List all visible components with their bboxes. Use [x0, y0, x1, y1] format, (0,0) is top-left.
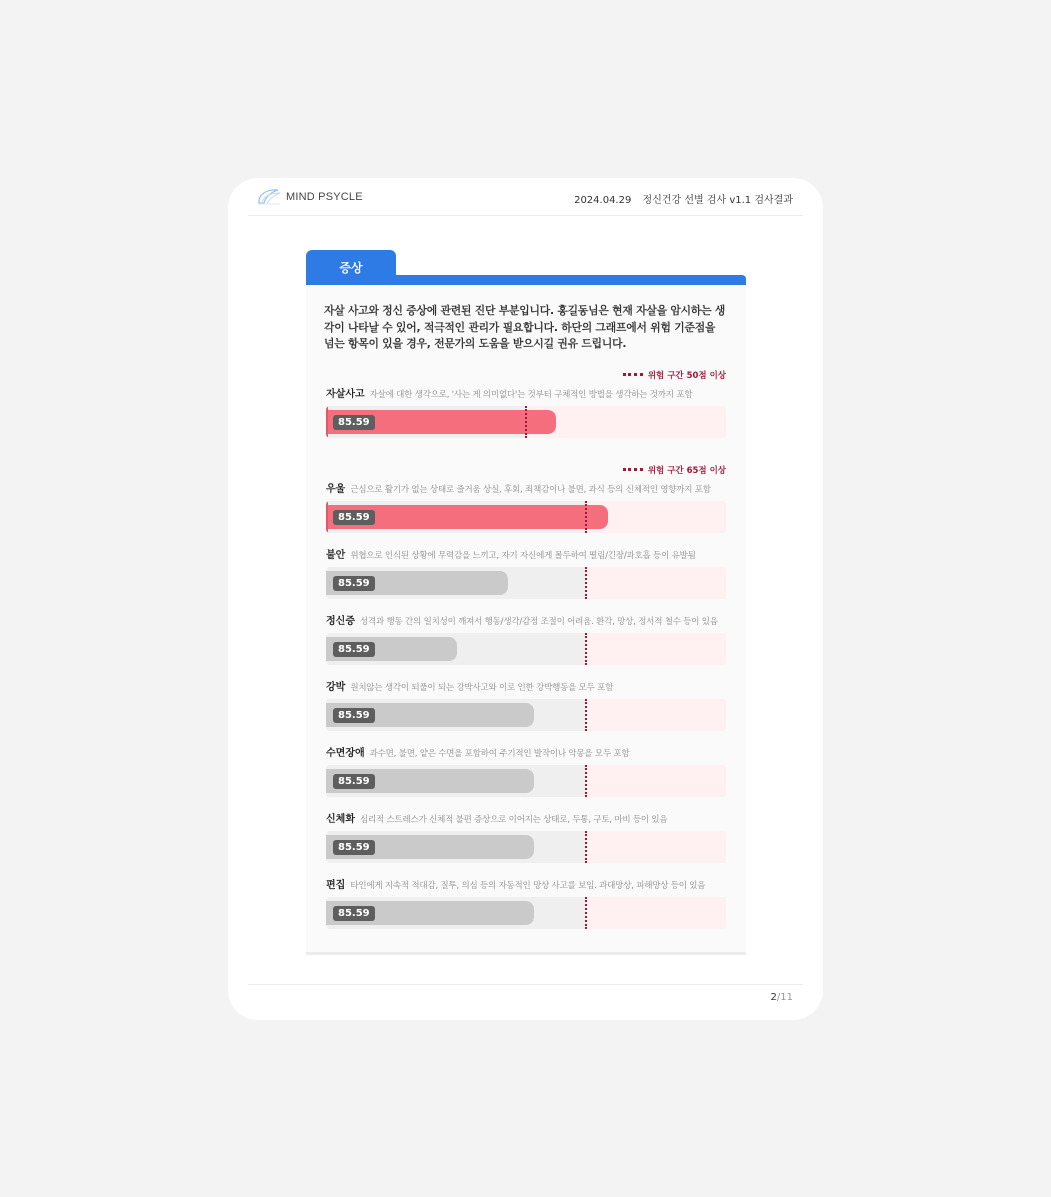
danger-zone: [526, 406, 726, 438]
page-header: [248, 178, 803, 216]
symptom-row: [326, 483, 726, 523]
symptom-description: 원치않는 생각이 되풀이 되는 강박사고와 이로 인한 강박행동을 모두 포함: [350, 683, 614, 693]
cutoff-line: [585, 831, 587, 863]
report-page: [228, 178, 823, 1020]
symptom-description: 과수면, 불면, 얕은 수면을 포함하여 주기적인 발작이나 악몽을 모두 포함: [369, 749, 630, 759]
score-track: [326, 406, 726, 438]
symptom-row: [326, 388, 726, 428]
symptom-title: [326, 747, 726, 761]
score-track: [326, 831, 726, 863]
score-track: [326, 765, 726, 797]
cutoff-line: [585, 699, 587, 731]
score-label: 85.59: [333, 774, 375, 789]
symptom-description: 자살에 대한 생각으로, '사는 게 의미없다'는 것부터 구체적인 방법을 생각하는 것까지 포함: [369, 390, 693, 400]
score-label: 85.59: [333, 510, 375, 525]
score-label: 85.59: [333, 840, 375, 855]
section-intro: 자살 사고와 정신 증상에 관련된 진단 부분입니다. 홍길동님은 현재 자살을 암시하는 생각이 나타날 수 있어, 적극적인 관리가 필요합니다. 하단의 그래프에서 위험 기준점을 넘는 항목이 있을 경우, 전문가의 도움을 받으시길 권유 드립니다.: [324, 304, 726, 350]
tab-underline: [306, 275, 746, 285]
symptom-description: 위협으로 인식된 상황에 무력감을 느끼고, 자기 자신에게 몰두하여 떨림/긴장/과호흡 등이 유발됨: [350, 551, 696, 561]
symptom-row: [326, 681, 726, 721]
header-meta: [574, 191, 793, 206]
dotted-line-icon: [623, 373, 643, 376]
symptoms-panel: [306, 285, 746, 955]
score-label: 85.59: [333, 906, 375, 921]
symptom-name: 정신증: [326, 616, 355, 627]
symptom-name: 우울: [326, 484, 346, 495]
cutoff-line: [585, 501, 587, 533]
symptom-title: [326, 879, 726, 893]
score-label: 85.59: [333, 642, 375, 657]
symptom-description: 심리적 스트레스가 신체적 불편 증상으로 이어지는 상태로, 두통, 구토, 마비 등이 있음: [359, 815, 668, 825]
symptom-row: [326, 879, 726, 919]
score-label: 85.59: [333, 576, 375, 591]
legend-risk-65: 위험 구간 65점 이상: [623, 464, 726, 476]
score-track: [326, 567, 726, 599]
danger-zone: [586, 765, 726, 797]
cutoff-line: [525, 406, 527, 438]
symptom-name: 수면장애: [326, 748, 365, 759]
symptom-description: 성격과 행동 간의 일치성이 깨져서 행동/생각/감정 조절이 어려움. 환각, 망상, 정서적 철수 등이 있음: [359, 617, 718, 627]
danger-zone: [586, 699, 726, 731]
cutoff-line: [585, 633, 587, 665]
danger-zone: [586, 633, 726, 665]
symptom-title: [326, 483, 726, 497]
score-track: [326, 897, 726, 929]
symptom-row: [326, 747, 726, 787]
symptom-title: [326, 388, 726, 402]
symptom-description: 타인에게 지속적 적대감, 질투, 의심 등의 자동적인 망상 사고를 보임. 과대망상, 피해망상 등이 있음: [350, 881, 706, 891]
symptom-name: 편집: [326, 880, 346, 891]
symptom-title: [326, 549, 726, 563]
symptom-description: 근심으로 활기가 없는 상태로 즐거움 상실, 후회, 죄책감이나 불면, 과식 등의 신체적인 영향까지 포함: [350, 485, 711, 495]
symptom-row: [326, 813, 726, 853]
footer-divider: [248, 984, 803, 985]
page-number: 2/11: [770, 992, 793, 1003]
danger-zone: [586, 831, 726, 863]
score-track: [326, 699, 726, 731]
brand-name: MIND PSYCLE: [286, 191, 363, 203]
report-date: 2024.04.29: [574, 195, 632, 206]
symptom-title: [326, 615, 726, 629]
tab-symptoms[interactable]: 증상: [306, 250, 396, 278]
symptom-row: [326, 615, 726, 655]
score-label: 85.59: [333, 415, 375, 430]
danger-zone: [586, 567, 726, 599]
cutoff-line: [585, 765, 587, 797]
symptom-name: 불안: [326, 550, 346, 561]
symptom-name: 신체화: [326, 814, 355, 825]
symptom-title: [326, 681, 726, 695]
dotted-line-icon: [623, 468, 643, 471]
danger-zone: [586, 897, 726, 929]
legend-risk-50: 위험 구간 50점 이상: [623, 369, 726, 381]
score-track: [326, 633, 726, 665]
score-track: [326, 501, 726, 533]
score-label: 85.59: [333, 708, 375, 723]
mind-psycle-logo-icon: [256, 187, 282, 207]
symptom-row: [326, 549, 726, 589]
symptom-title: [326, 813, 726, 827]
cutoff-line: [585, 567, 587, 599]
symptom-name: 강박: [326, 682, 346, 693]
cutoff-line: [585, 897, 587, 929]
report-title: 정신건강 선별 검사 v1.1 검사결과: [642, 195, 793, 206]
symptom-name: 자살사고: [326, 389, 365, 400]
